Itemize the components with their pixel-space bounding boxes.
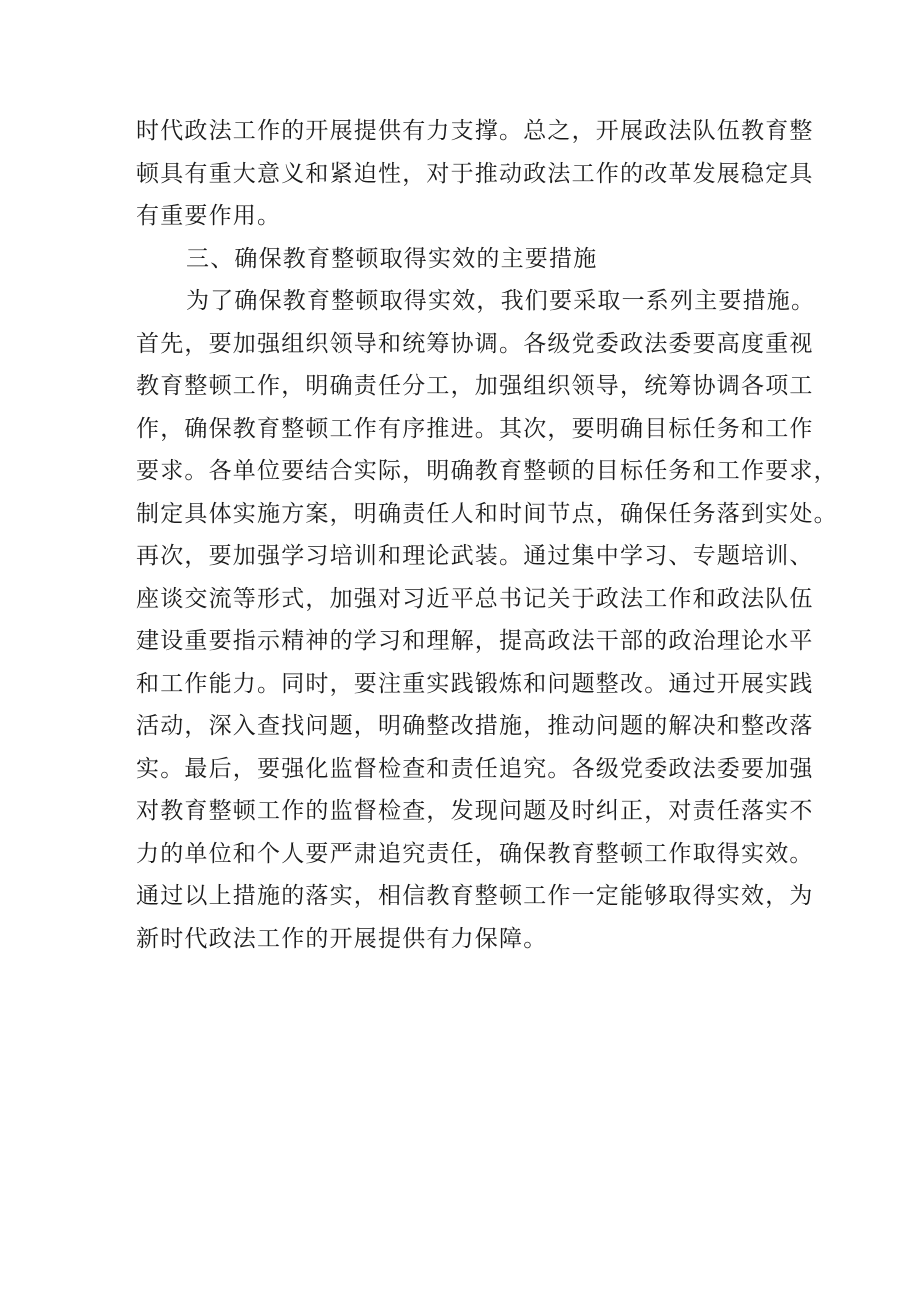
text-line: 活动，深入查找问题，明确整改措施，推动问题的解决和整改落: [136, 713, 814, 739]
section-heading: 三、确保教育整顿取得实效的主要措施: [186, 245, 598, 272]
text-line: 首先，要加强组织领导和统筹协调。各级党委政法委要高度重视: [136, 330, 814, 357]
text-line: 通过以上措施的落实，相信教育整顿工作一定能够取得实效，为: [136, 883, 814, 909]
text-line: 为了确保教育整顿取得实效，我们要采取一系列主要措施。: [186, 288, 816, 314]
text-line: 再次，要加强学习培训和理论武装。通过集中学习、专题培训、: [136, 543, 814, 569]
text-line: 力的单位和个人要严肃追究责任，确保教育整顿工作取得实效。: [136, 840, 814, 867]
text-line: 对教育整顿工作的监督检查，发现问题及时纠正，对责任落实不: [136, 798, 814, 824]
text-line: 作，确保教育整顿工作有序推进。其次，要明确目标任务和工作: [136, 415, 814, 442]
text-line: 要求。各单位要结合实际，明确教育整顿的目标任务和工作要求，: [136, 458, 838, 484]
text-line: 实。最后，要强化监督检查和责任追究。各级党委政法委要加强: [136, 755, 814, 782]
text-line: 和工作能力。同时，要注重实践锻炼和问题整改。通过开展实践: [136, 670, 814, 697]
text-line: 制定具体实施方案，明确责任人和时间节点，确保任务落到实处。: [136, 500, 838, 527]
text-line: 建设重要指示精神的学习和理解，提高政法干部的政治理论水平: [136, 628, 814, 654]
text-line: 有重要作用。: [136, 203, 282, 229]
document-body: [136, 110, 838, 960]
text-line: 新时代政法工作的开展提供有力保障。: [136, 925, 548, 952]
text-line: 顿具有重大意义和紧迫性，对于推动政法工作的改革发展稳定具: [136, 160, 814, 187]
text-line: 时代政法工作的开展提供有力支撑。总之，开展政法队伍教育整: [136, 118, 814, 144]
text-line: 教育整顿工作，明确责任分工，加强组织领导，统筹协调各项工: [136, 373, 814, 399]
text-line: 座谈交流等形式，加强对习近平总书记关于政法工作和政法队伍: [136, 585, 814, 612]
